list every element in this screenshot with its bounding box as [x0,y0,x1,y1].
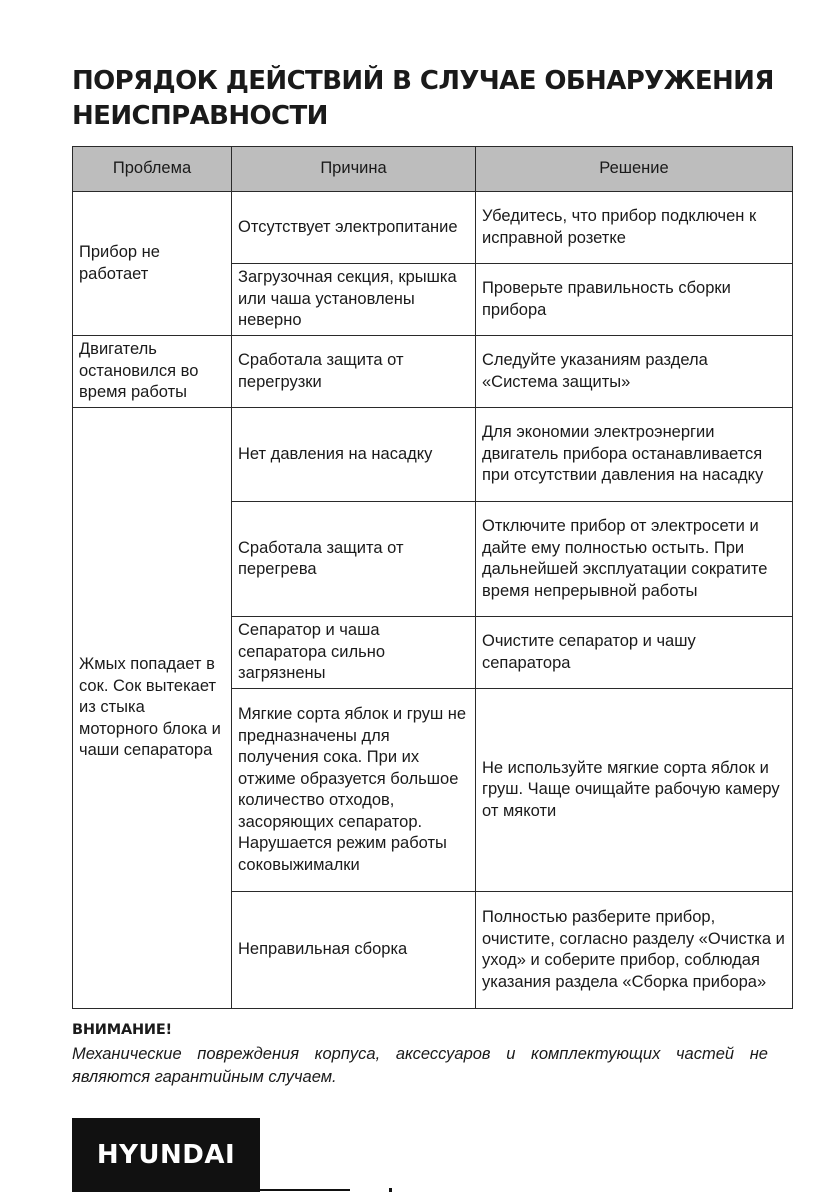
problem-text: Жмых попадает в сок. Сок вытекает из стыка моторного блока и чаши сепаратора [79,655,221,760]
table-row [73,192,793,264]
problem-text: Двигатель остановился во время работы [79,340,199,402]
solution-text: Проверьте правильность сборки прибора [482,279,731,319]
page-title-line-1: ПОРЯДОК ДЕЙСТВИЙ В СЛУЧАЕ ОБНАРУЖЕНИЯ [72,66,774,96]
problem-cell [73,336,232,408]
footer-rule [260,1189,350,1191]
cause-text: Загрузочная секция, крышка или чаша установлены неверно [238,268,457,330]
table-row [73,336,793,408]
problem-cell [73,192,232,336]
solution-cell [476,264,793,336]
solution-cell [476,617,793,689]
cause-cell [232,892,476,1009]
cause-cell [232,689,476,892]
cause-cell [232,336,476,408]
solution-text: Полностью разберите прибор, очистите, согласно разделу «Очистка и уход» и соберите прибор, соблюдая указания раздела «Сборка прибора» [482,908,785,991]
cause-text: Сработала защита от перегрева [238,538,404,578]
logo-text: HYUNDAI [96,1140,236,1170]
footer-mark [389,1188,392,1192]
header-solution: Решение [476,147,793,192]
warning-title: ВНИМАНИЕ! [72,1022,172,1038]
troubleshooting-table [72,146,793,1009]
header-cause: Причина [232,147,476,192]
solution-text: Для экономии электроэнергии двигатель прибора останавливается при отсутствии давления на насадку [482,423,764,485]
hyundai-logo [72,1118,260,1192]
header-problem: Проблема [73,147,232,192]
solution-cell [476,408,793,502]
solution-text: Убедитесь, что прибор подключен к исправной розетке [482,207,757,247]
cause-cell [232,192,476,264]
problem-text: Прибор не работает [79,243,160,283]
cause-text: Отсутствует электропитание [238,217,458,236]
cause-cell [232,408,476,502]
cause-cell [232,617,476,689]
solution-text: Отключите прибор от электросети и дайте ему полностью остыть. При дальнейшей эксплуатации сократите время непрерывной работы [482,517,768,600]
cause-text: Сепаратор и чаша сепаратора сильно загрязнены [238,621,385,683]
cause-text: Сработала защита от перегрузки [238,351,404,391]
page-title-line-2: НЕИСПРАВНОСТИ [72,101,328,131]
solution-text: Следуйте указаниям раздела «Система защиты» [482,351,708,391]
cause-cell [232,502,476,617]
solution-text: Не используйте мягкие сорта яблок и груш. Чаще очищайте рабочую камеру от мякоти [482,758,780,820]
solution-cell [476,502,793,617]
table-row [73,408,793,502]
solution-cell [476,336,793,408]
table-header-row [73,147,793,192]
cause-text: Нет давления на насадку [238,444,433,463]
cause-text: Мягкие сорта яблок и груш не предназначены для получения сока. При их отжиме образуется большое количество отходов, засоряющих сепаратор. Нарушается режим работы соковыжималки [238,705,467,874]
solution-cell [476,192,793,264]
page-title [72,64,792,134]
solution-cell [476,689,793,892]
cause-text: Неправильная сборка [238,940,408,959]
solution-text: Очистите сепаратор и чашу сепаратора [482,632,696,672]
problem-cell [73,408,232,1009]
cause-cell [232,264,476,336]
warning-text: Механические повреждения корпуса, аксессуаров и комплектующих частей не являются гарантийным случаем. [72,1045,768,1086]
solution-cell [476,892,793,1009]
